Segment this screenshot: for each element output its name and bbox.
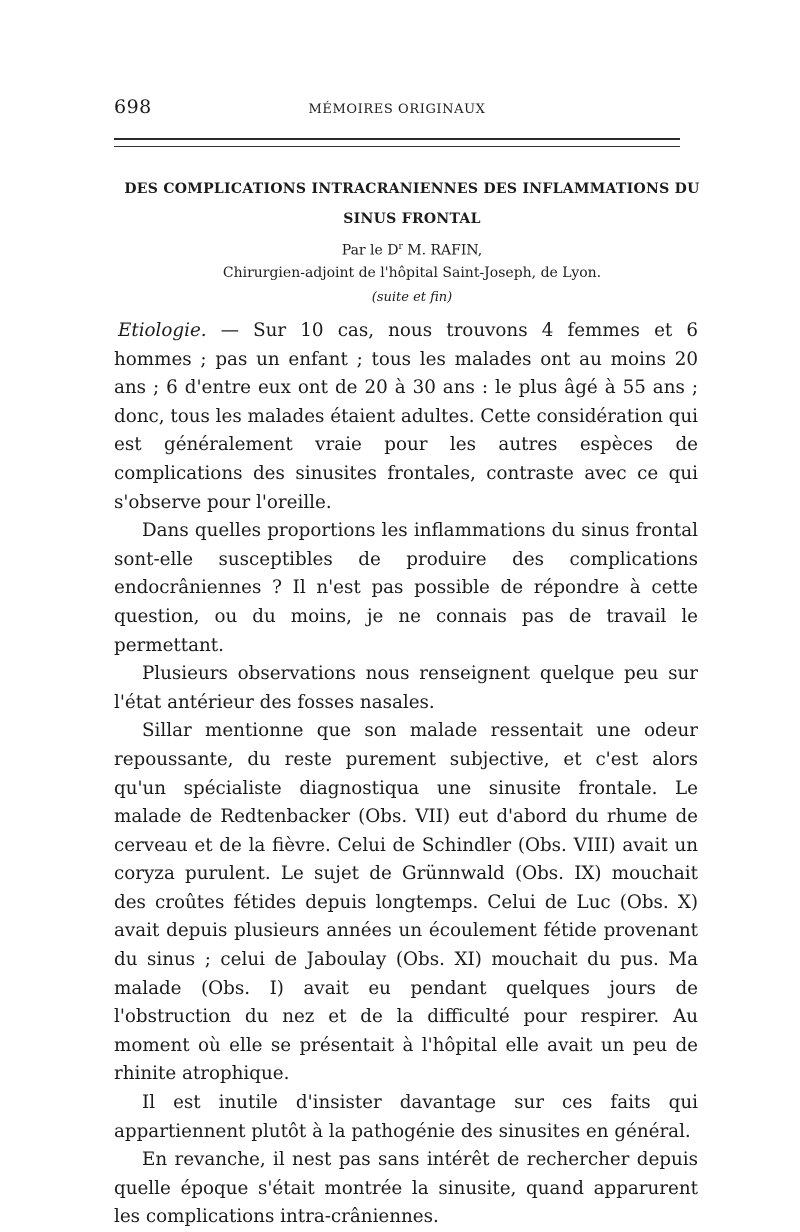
author-line [114,236,710,262]
page-number: 698 [114,96,152,118]
paragraph-en-revanche: En revanche, il nest pas sans intérêt de rechercher depuis quelle époque s'était montrée la sinusite, quand apparurent les complications intra-crâniennes. [114,1149,698,1228]
article-title-line-1: DES COMPLICATIONS INTRACRANIENNES DES INFLAMMATIONS DU [124,181,700,197]
section-heading-etiologie: Etiologie. [118,320,207,341]
article-title-line-2: SINUS FRONTAL [343,211,481,227]
running-head [114,92,680,124]
byline [114,236,710,284]
author-affiliation: Chirurgien-adjoint de l'hôpital Saint-Joseph, de Lyon. [222,264,602,281]
paragraph-observations: Plusieurs observations nous renseignent quelque peu sur l'état antérieur des fosses nasales. [114,663,698,713]
article-title [114,174,710,234]
body-text [114,317,698,1232]
paragraph-proportions: Dans quelles proportions les inflammations du sinus frontal sont-elle susceptibles de produire des complications endocrâniennes ? Il n'est pas possible de répondre à cette question, ou du moins, je ne connais pas de travail le permettant. [114,520,698,656]
paragraph-inutile: Il est inutile d'insister davantage sur ces faits qui appartiennent plutôt à la pathogénie des sinusites en général. [114,1092,698,1142]
author-prefix: Par le D [341,242,399,259]
header-rule-thick [114,138,680,140]
paragraph-etiologie [114,317,698,517]
author-name: M. RAFIN, [402,242,483,259]
continued-note: (suite et fin) [371,290,453,305]
header-rule-thin [114,146,680,147]
running-head-title: MÉMOIRES ORIGINAUX [308,102,486,117]
author-superscript: r [398,242,403,252]
paragraph-text: — Sur 10 cas, nous trouvons 4 femmes et 6 hommes ; pas un enfant ; tous les malades ont au moins 20 ans ; 6 d'entre eux ont de 20 à 30 ans : le plus âgé à 55 ans ; donc, tous les malades étaient adultes. Cette considération qui est généralement vraie pour les autres espèces de complications des sinusites frontales, contraste avec ce qui s'observe pour l'oreille. [114,320,698,513]
paragraph-cases: Sillar mentionne que son malade ressentait une odeur repoussante, du reste purement subjective, et c'est alors qu'un spécialiste diagnostiqua une sinusite frontale. Le malade de Redtenbacker (Obs. VII) eut d'abord du rhume de cerveau et de la fièvre. Celui de Schindler (Obs. VIII) avait un coryza purulent. Le sujet de Grünnwald (Obs. IX) mouchait des croûtes fétides depuis longtemps. Celui de Luc (Obs. X) avait depuis plusieurs années un écoulement fétide provenant du sinus ; celui de Jaboulay (Obs. XI) mouchait du pus. Ma malade (Obs. I) avait eu pendant quelques jours de l'obstruction du nez et de la difficulté pour respirer. Au moment où elle se présentait à l'hôpital elle avait un peu de rhinite atrophique. [114,720,698,1085]
